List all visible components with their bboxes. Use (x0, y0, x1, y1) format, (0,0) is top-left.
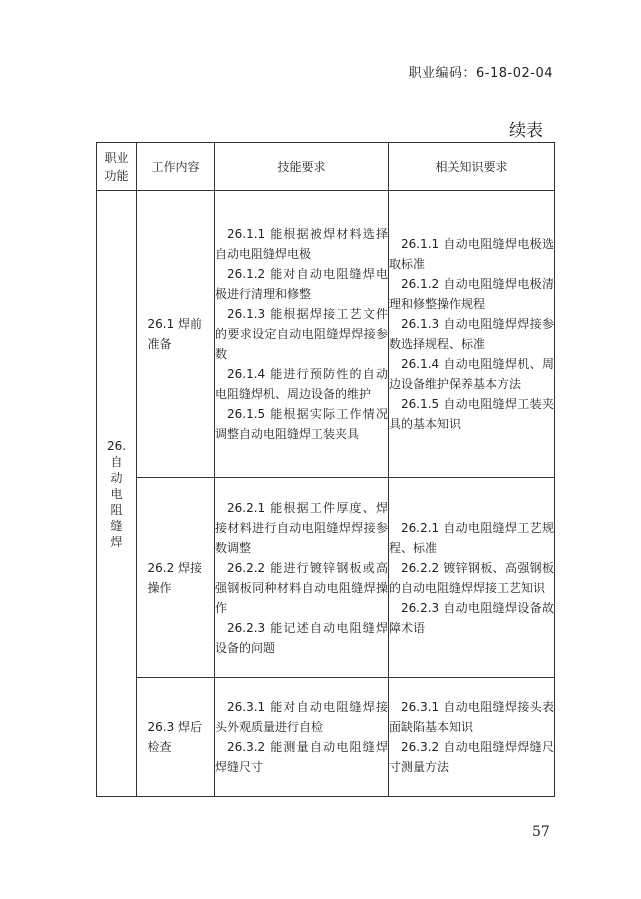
function-name-char: 焊 (110, 534, 123, 549)
knowledge-item: 26.2.3 自动电阻缝焊设备故障术语 (389, 600, 554, 635)
skill-item: 26.1.1 能根据被焊材料选择自动电阻缝焊电极 (215, 227, 388, 261)
function-number: 26. (106, 438, 127, 453)
table-row (97, 478, 555, 678)
skill-item: 26.1.3 能根据焊接工艺文件的要求设定自动电阻缝焊焊接参数 (215, 307, 388, 361)
work-content-cell: 26.3 焊后检查 (137, 678, 215, 797)
skill-item: 26.2.1 能根据工件厚度、焊接材料进行自动电阻缝焊焊接参数调整 (215, 500, 388, 555)
knowledge-cell (389, 191, 555, 478)
knowledge-cell (389, 478, 555, 678)
knowledge-item: 26.1.5 自动电阻缝焊工装夹具的基本知识 (389, 397, 554, 431)
knowledge-cell (389, 678, 555, 797)
skill-cell (215, 678, 389, 797)
knowledge-item: 26.2.2 镀锌钢板、高强钢板的自动电阻缝焊焊接工艺知识 (389, 560, 554, 595)
skills-table (96, 142, 555, 797)
skill-item: 26.3.2 能测量自动电阻缝焊焊缝尺寸 (215, 740, 388, 774)
skill-item: 26.2.2 能进行镀锌钢板或高强钢板同种材料自动电阻缝焊操作 (215, 560, 388, 615)
page-number: 57 (532, 824, 550, 840)
skill-item: 26.3.1 能对自动电阻缝焊接头外观质量进行自检 (215, 700, 388, 734)
skill-item: 26.2.3 能记述自动电阻缝焊设备的问题 (215, 620, 388, 655)
function-name-char: 自 (110, 454, 123, 469)
knowledge-item: 26.3.2 自动电阻缝焊焊缝尺寸测量方法 (389, 740, 554, 774)
skill-cell (215, 191, 389, 478)
skill-item: 26.1.4 能进行预防性的自动电阻缝焊机、周边设备的维护 (215, 367, 388, 401)
function-name-char: 动 (110, 470, 123, 485)
skill-item: 26.1.5 能根据实际工作情况调整自动电阻缝焊工装夹具 (215, 407, 388, 441)
table-header-row (97, 143, 555, 191)
continued-label: 续表 (509, 121, 543, 141)
work-content-cell: 26.1 焊前准备 (137, 191, 215, 478)
table-row (97, 678, 555, 797)
occupation-function-cell (97, 191, 137, 797)
knowledge-item: 26.3.1 自动电阻缝焊接头表面缺陷基本知识 (389, 700, 554, 734)
table-row (97, 191, 555, 478)
header-occupation-function: 职业功能 (97, 143, 137, 191)
work-content-cell: 26.2 焊接操作 (137, 478, 215, 678)
knowledge-item: 26.1.3 自动电阻缝焊焊接参数选择规程、标准 (389, 317, 554, 351)
header-knowledge-requirements: 相关知识要求 (389, 143, 555, 191)
knowledge-item: 26.2.1 自动电阻缝焊工艺规程、标准 (389, 520, 554, 555)
knowledge-item: 26.1.2 自动电阻缝焊电极清理和修整操作规程 (389, 277, 554, 311)
occupation-code: 职业编码：6-18-02-04 (408, 66, 553, 81)
function-name-char: 电 (110, 486, 123, 501)
skill-item: 26.1.2 能对自动电阻缝焊电极进行清理和修整 (215, 267, 388, 301)
skill-cell (215, 478, 389, 678)
function-name-char: 阻 (110, 502, 123, 517)
knowledge-item: 26.1.4 自动电阻缝焊机、周边设备维护保养基本方法 (389, 357, 554, 391)
function-name-char: 缝 (110, 518, 123, 533)
header-skill-requirements: 技能要求 (215, 143, 389, 191)
knowledge-item: 26.1.1 自动电阻缝焊电极选取标准 (389, 237, 554, 271)
header-work-content: 工作内容 (137, 143, 215, 191)
